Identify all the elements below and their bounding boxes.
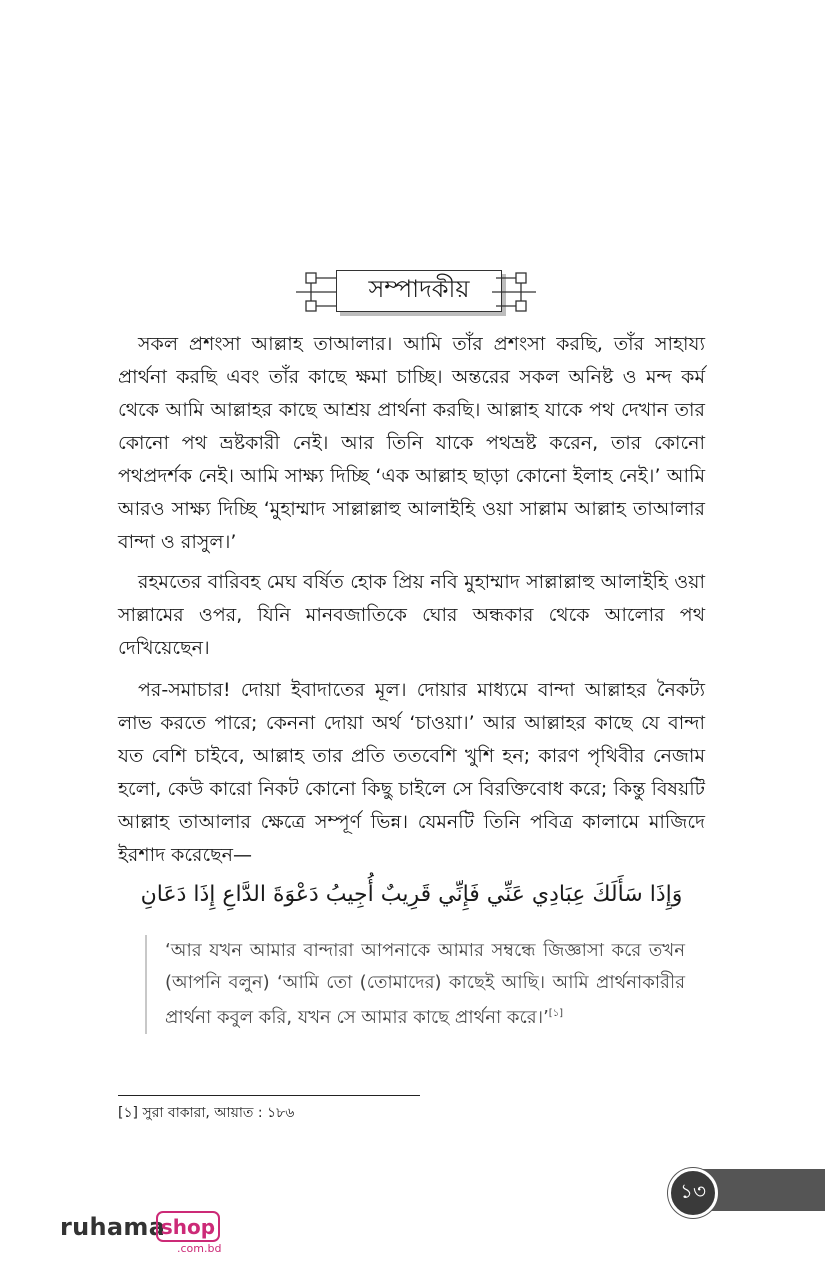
paragraph-3 bbox=[118, 674, 705, 872]
paragraph-2 bbox=[118, 566, 705, 665]
page-title: সম্পাদকীয় bbox=[336, 270, 502, 312]
translation-text: ‘আর যখন আমার বান্দারা আপনাকে আমার সম্বন্ধে জিজ্ঞাসা করে তখন (আপনি বলুন) ‘আমি তো (তোমাদের) কাছেই আছি। আমি প্রার্থনাকারীর প্রার্থনা কবুল করি, যখন সে আমার কাছে প্রার্থনা করে।’ bbox=[165, 940, 685, 1028]
right-ornament bbox=[492, 266, 536, 318]
heading-frame bbox=[296, 266, 536, 318]
paragraph-1-text: সকল প্রশংসা আল্লাহ তাআলার। আমি তাঁর প্রশংসা করছি, তাঁর সাহায্য প্রার্থনা করছি এবং তাঁর কাছে ক্ষমা চাচ্ছি। অন্তরের সকল অনিষ্ট ও মন্দ কর্ম থেকে আমি আল্লাহর কাছে আশ্রয় প্রার্থনা করছি। আল্লাহ যাকে পথ দেখান তার কোনো পথ ভ্রষ্টকারী নেই। আর তিনি যাকে পথভ্রষ্ট করেন, তার কোনো পথপ্রদর্শক নেই। আমি সাক্ষ্য দিচ্ছি ‘এক আল্লাহ ছাড়া কোনো ইলাহ নেই।’ আমি আরও সাক্ষ্য দিচ্ছি ‘মুহাম্মাদ সাল্লাল্লাহু আলাইহি ওয়া সাল্লাম আল্লাহ তাআলার বান্দা ও রাসুল।’ bbox=[118, 333, 705, 553]
paragraph-3-text: পর-সমাচার! দোয়া ইবাদাতের মূল। দোয়ার মাধ্যমে বান্দা আল্লাহর নৈকট্য লাভ করতে পারে; কেননা দোয়া অর্থ ‘চাওয়া।’ আর আল্লাহর কাছে যে বান্দা যত বেশি চাইবে, আল্লাহ তার প্রতি ততবেশি খুশি হন; কারণ পৃথিবীর নেজাম হলো, কেউ কারো নিকট কোনো কিছু চাইলে সে বিরক্তিবোধ করে; কিন্তু বিষয়টি আল্লাহ তাআলার ক্ষেত্রে সম্পূর্ণ ভিন্ন। যেমনটি তিনি পবিত্র কালামে মাজিদে ইরশাদ করেছেন— bbox=[118, 679, 705, 866]
footnote-ref[interactable]: [১] bbox=[548, 1008, 564, 1019]
footnote-divider bbox=[118, 1095, 420, 1096]
footnote: [১] সুরা বাকারা, আয়াত : ১৮৬ bbox=[118, 1105, 295, 1121]
arabic-verse: وَإِذَا سَأَلَكَ عِبَادِي عَنِّي فَإِنِّي قَرِيبٌ أُجِيبُ دَعْوَةَ الدَّاعِ إِذَا دَعَانِ bbox=[140, 882, 683, 907]
page-number: ১৩ bbox=[668, 1168, 718, 1218]
logo-domain: .com.bd bbox=[177, 1242, 222, 1255]
translation-quote bbox=[145, 935, 685, 1034]
paragraph-1 bbox=[118, 328, 705, 559]
logo-shop: shop bbox=[156, 1211, 220, 1242]
paragraph-2-text: রহমতের বারিবহ মেঘ বর্ষিত হোক প্রিয় নবি মুহাম্মাদ সাল্লাল্লাহু আলাইহি ওয়া সাল্লামের ওপর, যিনি মানবজাতিকে ঘোর অন্ধকার থেকে আলোর পথ দেখিয়েছেন। bbox=[118, 571, 705, 659]
left-ornament bbox=[296, 266, 340, 318]
logo-ruhama: ruhama bbox=[60, 1213, 166, 1241]
